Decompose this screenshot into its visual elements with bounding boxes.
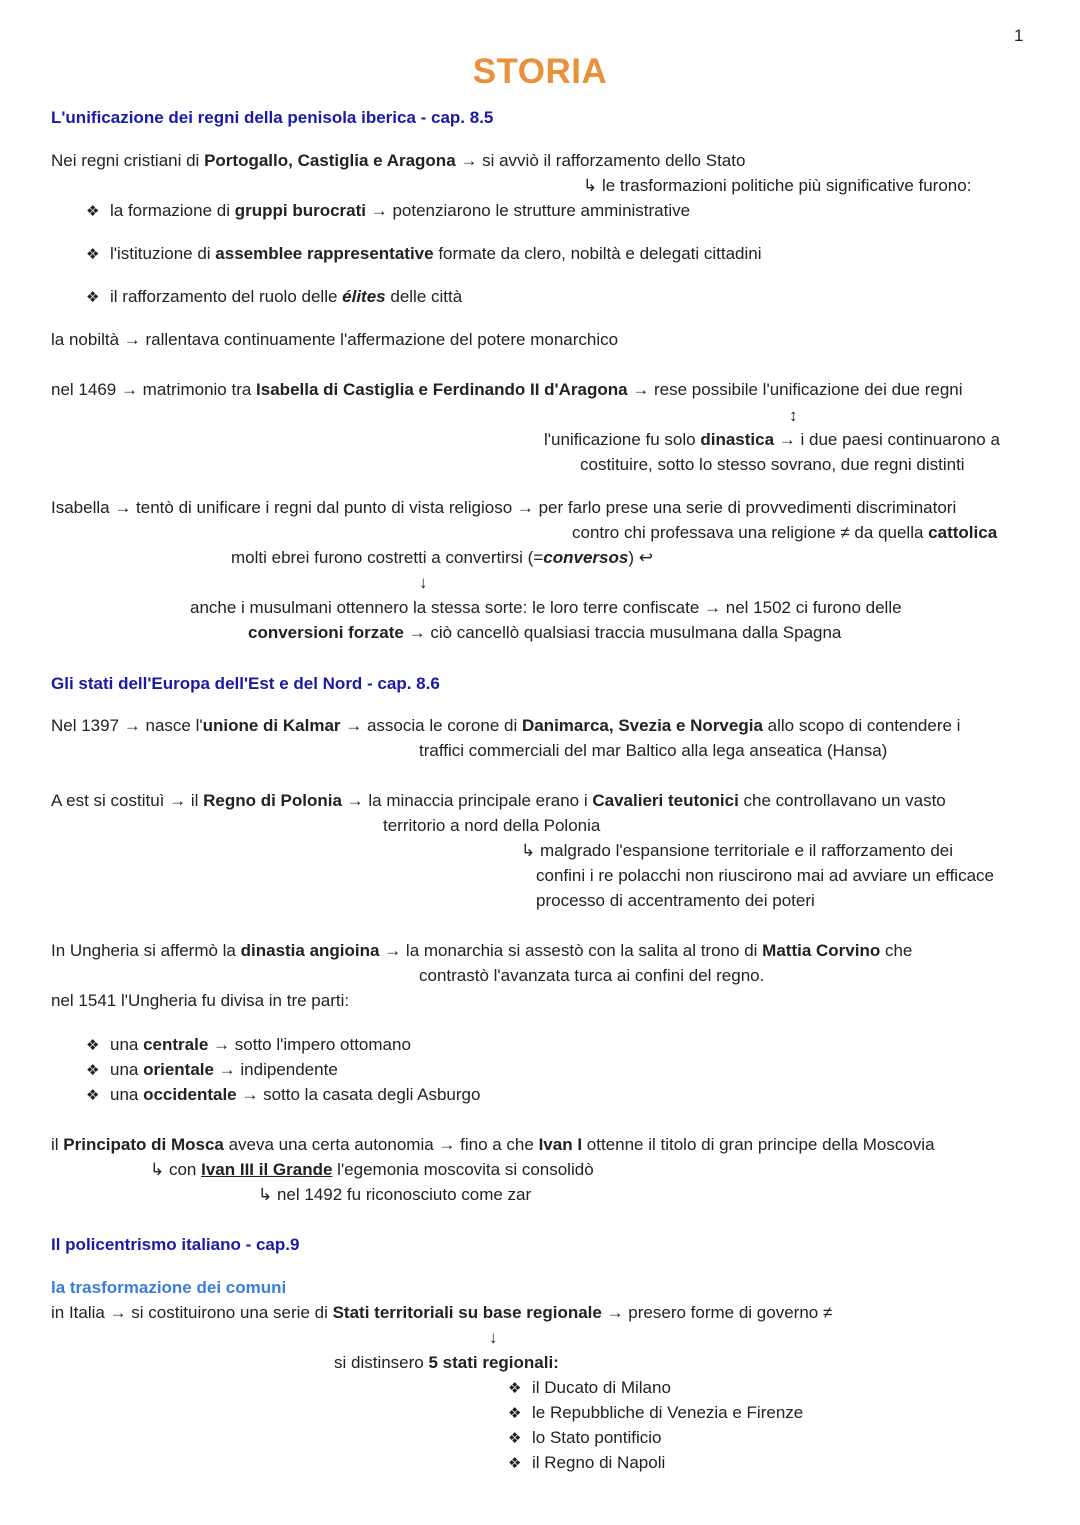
bullet-icon: ❖ <box>86 1087 100 1104</box>
text-line: conversioni forzate → ciò cancellò qualsiasi traccia musulmana dalla Spagna <box>248 623 842 642</box>
text-line: In Ungheria si affermò la dinastia angioina → la monarchia si assestò con la salita al trono di Mattia Corvino che <box>51 941 913 960</box>
text-line: Nel 1397 → nasce l'unione di Kalmar → associa le corone di Danimarca, Svezia e Norvegia allo scopo di contendere i <box>51 716 961 735</box>
text-line: nel 1469 → matrimonio tra Isabella di Castiglia e Ferdinando II d'Aragona → rese possibile l'unificazione dei due regni <box>51 380 963 399</box>
text-line: ↳ nel 1492 fu riconosciuto come zar <box>258 1185 532 1204</box>
text-line: costituire, sotto lo stesso sovrano, due regni distinti <box>580 455 965 474</box>
section-heading-europa: Gli stati dell'Europa dell'Est e del Nord - cap. 8.6 <box>51 674 440 693</box>
bullet-icon: ❖ <box>86 246 100 263</box>
text-line: Isabella → tentò di unificare i regni dal punto di vista religioso → per farlo prese una serie di provvedimenti discriminatori <box>51 498 957 517</box>
page-number: 1 <box>1014 26 1024 45</box>
text-line: ↳ malgrado l'espansione territoriale e il rafforzamento dei <box>521 841 954 860</box>
bullet-icon: ❖ <box>86 203 100 220</box>
list-item: ❖ la formazione di gruppi burocrati → potenziarono le strutture amministrative <box>86 200 690 223</box>
bullet-icon: ❖ <box>508 1380 522 1397</box>
down-arrow-icon: ↓ <box>489 1328 498 1347</box>
text-line: l'unificazione fu solo dinastica → i due paesi continuarono a <box>544 430 1000 449</box>
list-item: ❖ una orientale → indipendente <box>86 1059 338 1082</box>
list-item: ❖ il Regno di Napoli <box>508 1452 665 1475</box>
section-heading-policentrismo: Il policentrismo italiano - cap.9 <box>51 1235 300 1254</box>
text-line: la nobiltà → rallentava continuamente l'affermazione del potere monarchico <box>51 330 619 349</box>
bullet-icon: ❖ <box>86 1037 100 1054</box>
text-line: molti ebrei furono costretti a convertirsi (=conversos) ↩ <box>231 548 653 567</box>
text-line: nel 1541 l'Ungheria fu divisa in tre parti: <box>51 991 350 1010</box>
text-line: ↳ le trasformazioni politiche più significative furono: <box>583 176 972 195</box>
bullet-icon: ❖ <box>508 1405 522 1422</box>
text-line: processo di accentramento dei poteri <box>536 891 815 910</box>
subsection-heading: la trasformazione dei comuni <box>51 1278 287 1297</box>
text-line: contro chi professava una religione ≠ da quella cattolica <box>572 523 998 542</box>
list-item: ❖ le Repubbliche di Venezia e Firenze <box>508 1402 803 1425</box>
list-item: ❖ lo Stato pontificio <box>508 1427 661 1450</box>
updown-arrow-icon: ↕ <box>789 406 798 425</box>
text-line: Nei regni cristiani di Portogallo, Castiglia e Aragona → si avviò il rafforzamento dello Stato <box>51 151 746 170</box>
bullet-icon: ❖ <box>508 1430 522 1447</box>
text-line: anche i musulmani ottennero la stessa sorte: le loro terre confiscate → nel 1502 ci furono delle <box>190 598 902 617</box>
list-item: ❖ una centrale → sotto l'impero ottomano <box>86 1034 411 1057</box>
down-arrow-icon: ↓ <box>419 573 428 592</box>
bullet-icon: ❖ <box>86 1062 100 1079</box>
page-title: STORIA <box>472 52 608 91</box>
text-line: confini i re polacchi non riuscirono mai ad avviare un efficace <box>536 866 994 885</box>
text-line: in Italia → si costituirono una serie di Stati territoriali su base regionale → presero forme di governo ≠ <box>51 1303 833 1322</box>
text-line: contrastò l'avanzata turca ai confini del regno. <box>419 966 765 985</box>
text-line: traffici commerciali del mar Baltico alla lega anseatica (Hansa) <box>419 741 888 760</box>
list-item: ❖ una occidentale → sotto la casata degli Asburgo <box>86 1084 480 1107</box>
bullet-icon: ❖ <box>508 1455 522 1472</box>
text-line: si distinsero 5 stati regionali: <box>334 1353 559 1372</box>
list-item: ❖ il Ducato di Milano <box>508 1377 671 1400</box>
bullet-icon: ❖ <box>86 289 100 306</box>
text-line: il Principato di Mosca aveva una certa autonomia → fino a che Ivan I ottenne il titolo di gran principe della Moscovia <box>51 1135 935 1154</box>
section-heading-iberica: L'unificazione dei regni della penisola iberica - cap. 8.5 <box>51 108 494 127</box>
list-item: ❖ l'istituzione di assemblee rappresentative formate da clero, nobiltà e delegati cittadini <box>86 243 762 266</box>
text-line: territorio a nord della Polonia <box>383 816 601 835</box>
list-item: ❖ il rafforzamento del ruolo delle élites delle città <box>86 286 462 309</box>
text-line: ↳ con Ivan III il Grande l'egemonia moscovita si consolidò <box>150 1160 594 1179</box>
text-line: A est si costituì → il Regno di Polonia → la minaccia principale erano i Cavalieri teutonici che controllavano un vasto <box>51 791 946 810</box>
